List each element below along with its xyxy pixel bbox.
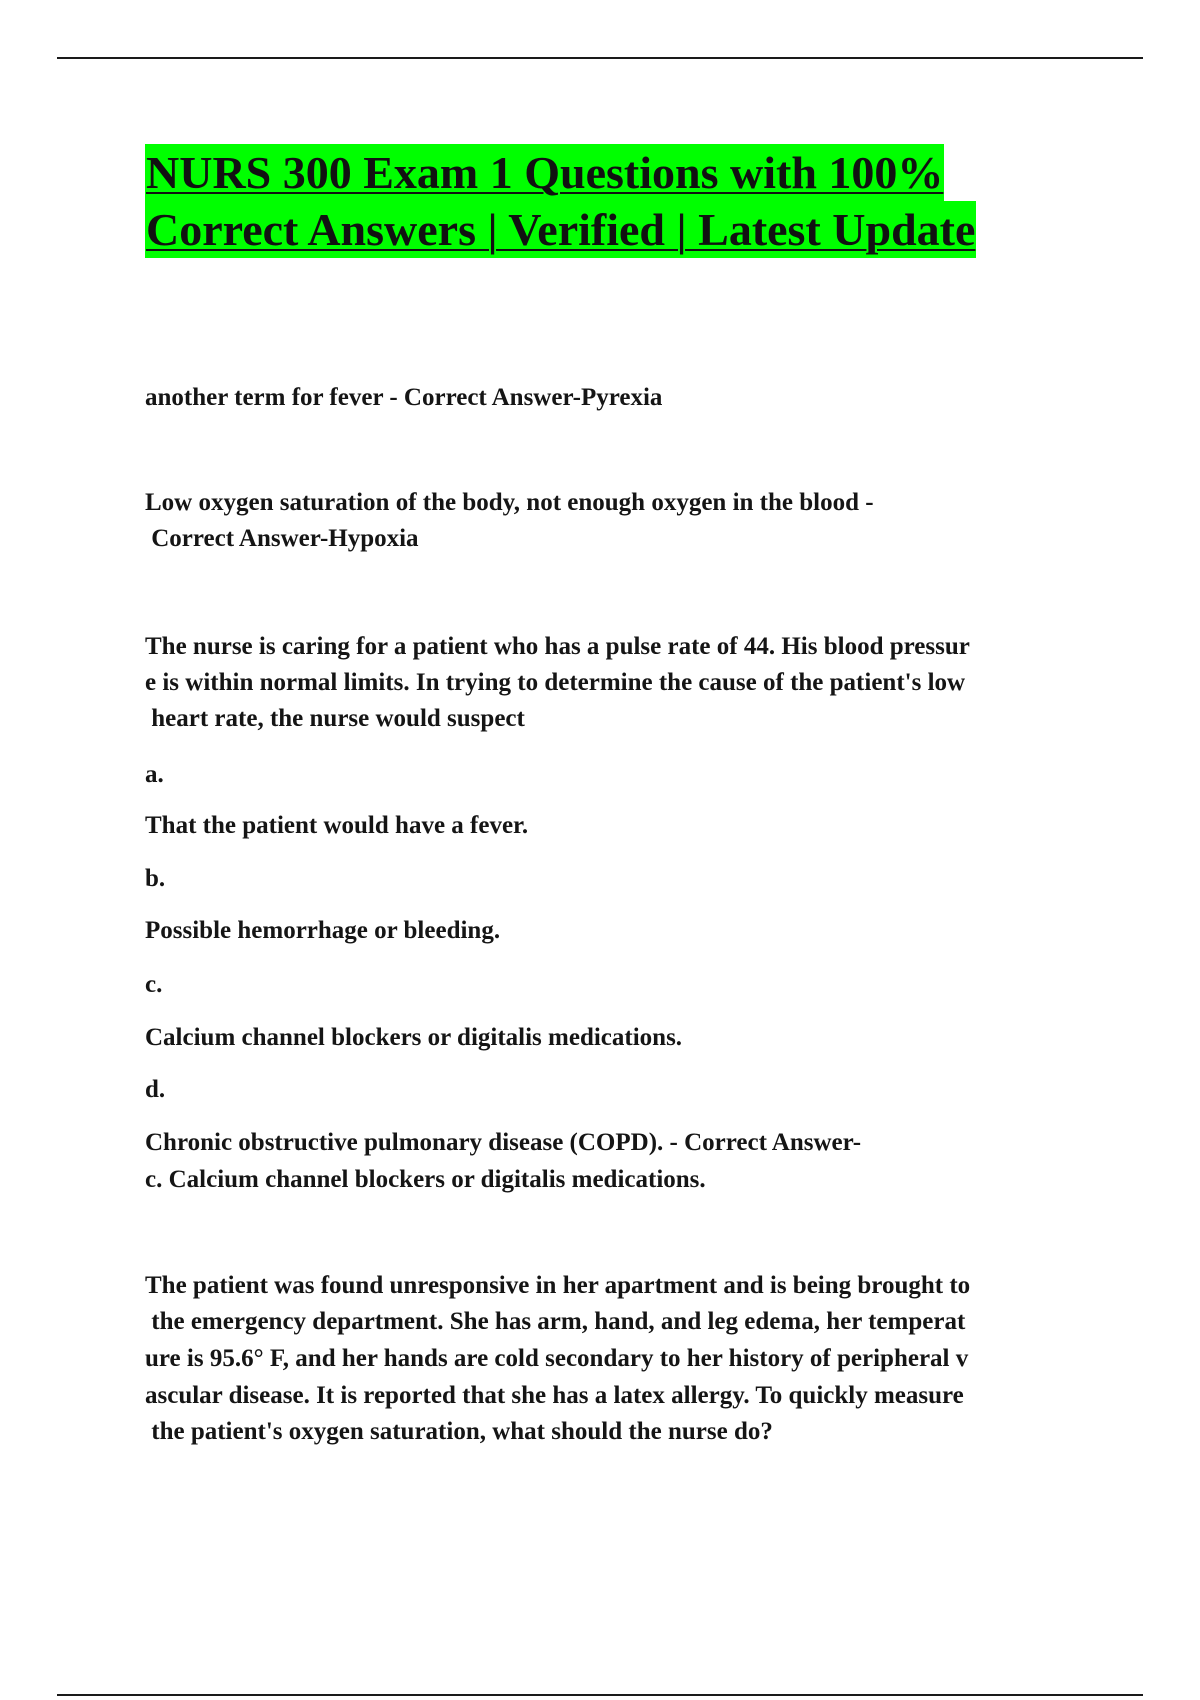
q3-stem-line-1: The nurse is caring for a patient who has a pulse rate of 44. His blood pressur [145,633,970,660]
q3-stem-line-3: heart rate, the nurse would suspect [145,705,525,732]
q4-stem-line-2: the emergency department. She has arm, hand, and leg edema, her temperat [145,1308,966,1335]
bottom-rule [57,1694,1143,1696]
q2-line-2: Correct Answer-Hypoxia [145,525,419,552]
q3-option-b-text: Possible hemorrhage or bleeding. [145,917,501,944]
q3-option-b-letter: b. [145,865,166,892]
q1-line-1: another term for fever - Correct Answer-Pyrexia [145,384,663,411]
q4-stem-line-5: the patient's oxygen saturation, what should the nurse do? [145,1418,773,1445]
q4-stem-line-3: ure is 95.6° F, and her hands are cold secondary to her history of peripheral v [145,1345,969,1372]
q3-option-c-letter: c. [145,971,163,998]
q3-stem-line-2: e is within normal limits. In trying to determine the cause of the patient's low [145,669,966,696]
q3-option-c-text: Calcium channel blockers or digitalis medications. [145,1024,683,1051]
top-rule [57,57,1143,59]
q3-option-d-text: Chronic obstructive pulmonary disease (COPD). - Correct Answer- [145,1129,862,1156]
q3-option-d-letter: d. [145,1076,166,1103]
q3-option-a-text: That the patient would have a fever. [145,812,529,839]
q4-stem-line-4: ascular disease. It is reported that she has a latex allergy. To quickly measure [145,1382,964,1409]
q4-stem-line-1: The patient was found unresponsive in her apartment and is being brought to [145,1272,971,1299]
q2-line-1: Low oxygen saturation of the body, not enough oxygen in the blood - [145,489,874,516]
title-line-1: NURS 300 Exam 1 Questions with 100% [145,144,944,201]
q3-answer: c. Calcium channel blockers or digitalis medications. [145,1166,706,1193]
title-line-2: Correct Answers | Verified | Latest Update [145,201,976,258]
document-title [145,144,976,258]
q3-option-a-letter: a. [145,761,164,788]
